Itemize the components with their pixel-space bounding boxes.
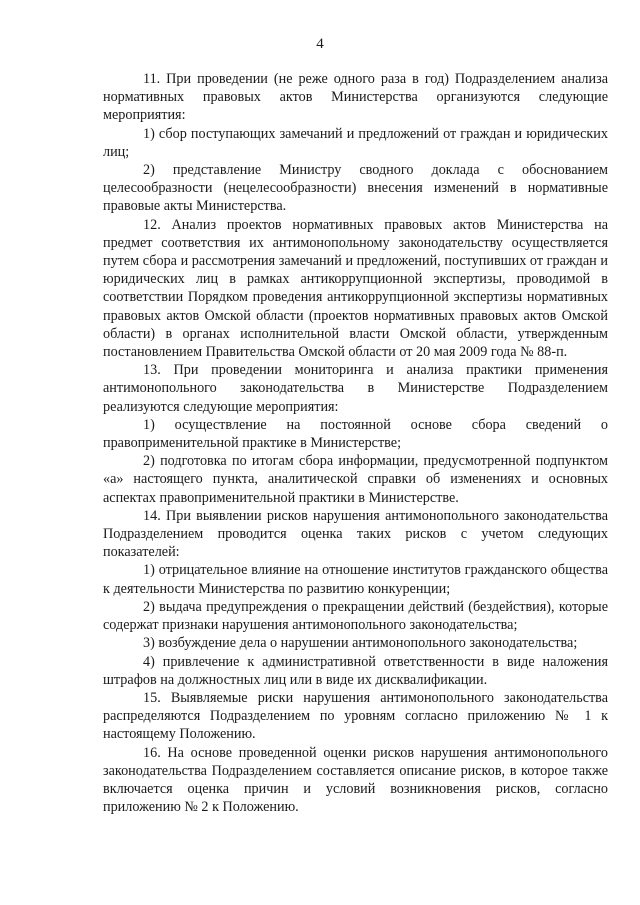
paragraph-15: 15. Выявляемые риски нарушения антимонопольного законодательства распределяются Подразделением по уровням согласно приложению № 1 к настоящему Положению. xyxy=(103,689,608,743)
paragraph-13-item-1: 1) осуществление на постоянной основе сбора сведений о правоприменительной практике в Министерстве; xyxy=(103,416,608,452)
page-number: 4 xyxy=(316,36,324,52)
paragraph-14-item-1: 1) отрицательное влияние на отношение институтов гражданского общества к деятельности Министерства по развитию конкуренции; xyxy=(103,562,608,597)
paragraph-14: 14. При выявлении рисков нарушения антимонопольного законодательства Подразделением проводится оценка таких рисков с учетом следующих показателей: xyxy=(103,507,608,561)
paragraph-13: 13. При проведении мониторинга и анализа практики применения антимонопольного законодательства в Министерстве Подразделением реализуются следующие мероприятия: xyxy=(103,362,608,415)
paragraph-11: 11. При проведении (не реже одного раза в год) Подразделением анализа нормативных правовых актов Министерства организуются следующие мероприятия: xyxy=(103,71,608,124)
paragraph-14-item-3: 3) возбуждение дела о нарушении антимонопольного законодательства; xyxy=(143,635,578,652)
paragraph-14-item-2: 2) выдача предупреждения о прекращении действий (бездействия), которые содержат признаки нарушения антимонопольного законодательства; xyxy=(103,598,608,634)
paragraph-13-item-2: 2) подготовка по итогам сбора информации, предусмотренной подпунктом «а» настоящего пункта, аналитической справки об изменениях и основных аспектах правоприменительной практики в Министерстве. xyxy=(103,453,608,506)
paragraph-14-item-4: 4) привлечение к административной ответственности в виде наложения штрафов на должностных лиц или в виде их дисквалификации. xyxy=(103,653,608,688)
paragraph-16: 16. На основе проведенной оценки рисков нарушения антимонопольного законодательства Подразделением составляется описание рисков, в которое также включается оценка причин и условий возникновения рисков, согласно приложению № 2 к Положению. xyxy=(103,744,608,816)
document-body xyxy=(103,70,608,816)
paragraph-12: 12. Анализ проектов нормативных правовых актов Министерства на предмет соответствия их антимонопольному законодательству осуществляется путем сбора и рассмотрения замечаний и предложений, поступивших от граждан и юридических лиц в рамках антикоррупционной экспертизы, проводимой в соответствии Порядком проведения антикоррупционной экспертизы нормативных правовых актов Омской области (проектов нормативных правовых актов Омской области) в органах исполнительной власти Омской области, утвержденным постановлением Правительства Омской области от 20 мая 2009 года № 88-п. xyxy=(103,216,608,361)
paragraph-11-item-2: 2) представление Министру сводного доклада с обоснованием целесообразности (нецелесообразности) внесения изменений в нормативные правовые акты Министерства. xyxy=(103,162,608,215)
paragraph-11-item-1: 1) сбор поступающих замечаний и предложений от граждан и юридических лиц; xyxy=(103,125,608,160)
